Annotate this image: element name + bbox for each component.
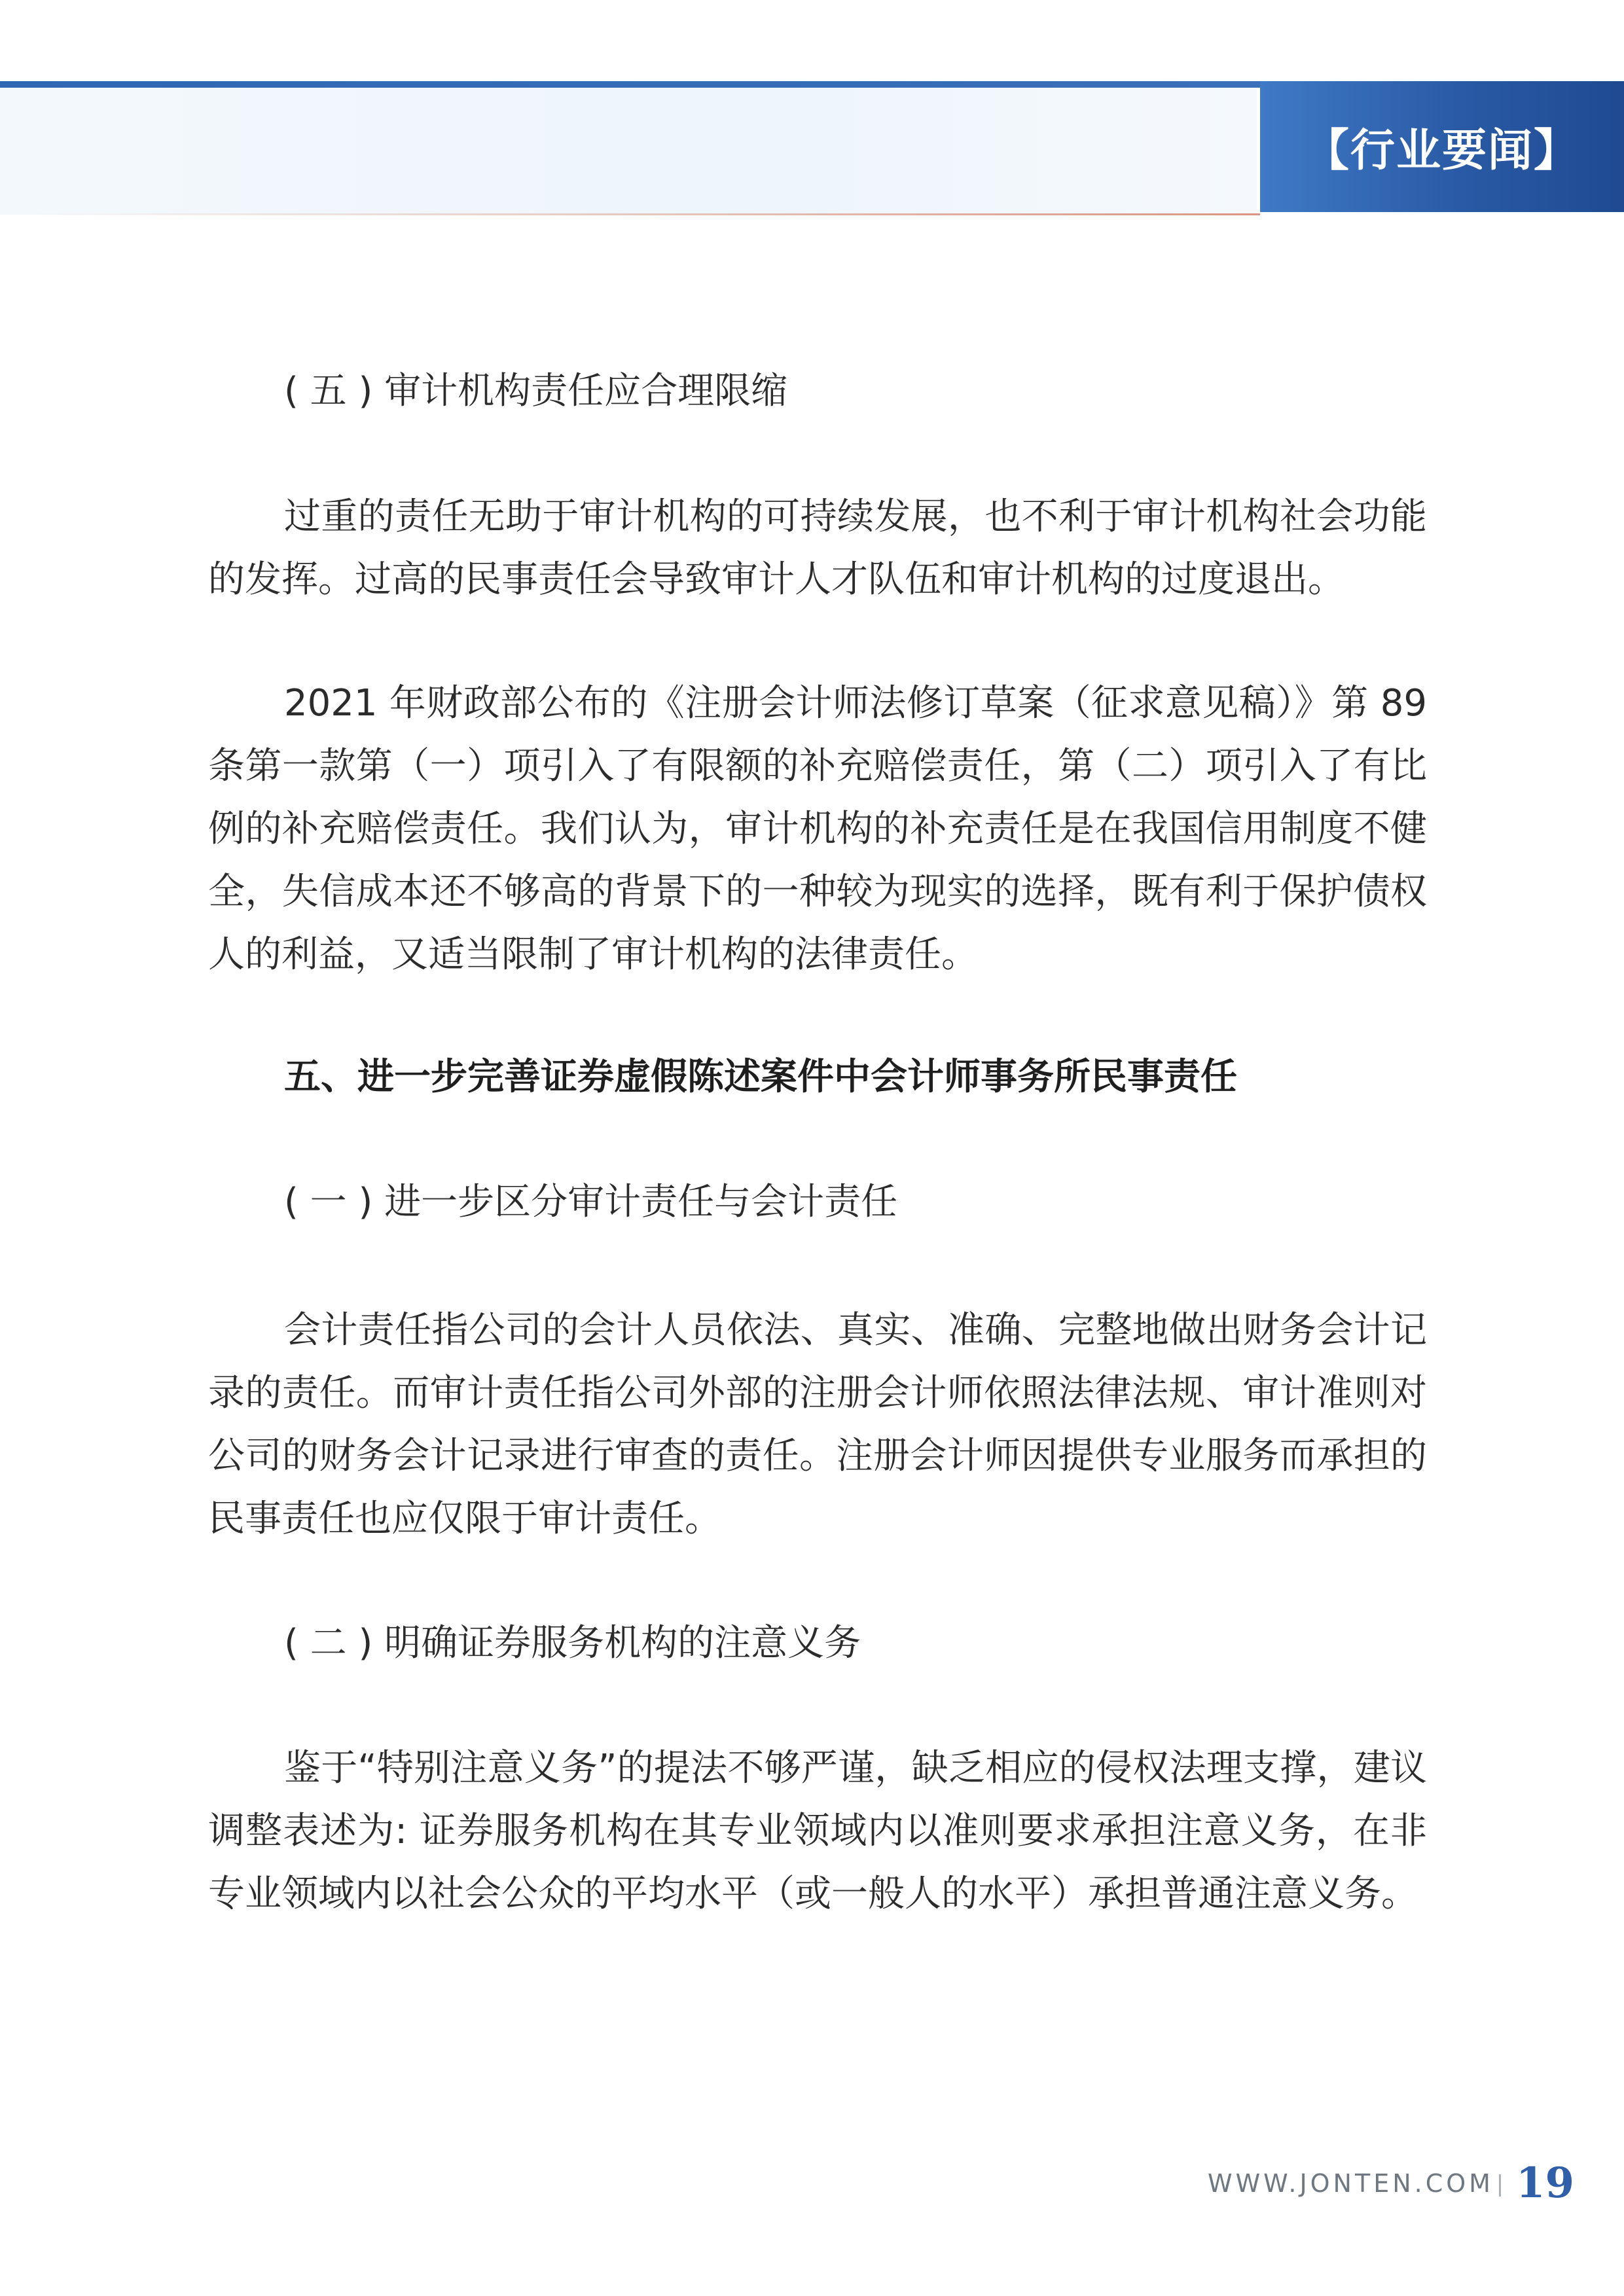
paragraph-special-duty-of-care: 鉴于“特别注意义务”的提法不够严谨，缺乏相应的侵权法理支撑，建议调整表述为: 证券服务机构在其专业领域内以准则要求承担注意义务，在非专业领域内以社会公众的平均水平（或一般人的水平）承担普通注意义务。 (208, 1747, 1427, 1915)
sub-heading-audit-liability-limit: ( 五 ) 审计机构责任应合理限缩 (284, 370, 788, 412)
paragraph-accounting-responsibility: 会计责任指公司的会计人员依法、真实、准确、完整地做出财务会计记录的责任。而审计责任指公司外部的注册会计师依照法律法规、审计准则对公司的财务会计记录进行审查的责任。注册会计师因提供专业服务而承担的民事责任也应仅限于审计责任。 (208, 1309, 1427, 1540)
sub-heading-duty-of-care: ( 二 ) 明确证券服务机构的注意义务 (284, 1622, 861, 1664)
footer-website: WWW.JONTEN.COM (1208, 2169, 1494, 2198)
section-heading-improve-liability: 五、进一步完善证券虚假陈述案件中会计师事务所民事责任 (284, 1056, 1237, 1098)
paragraph-2021-draft-law: 2021 年财政部公布的《注册会计师法修订草案（征求意见稿）》第 89 条第一款第（一）项引入了有限额的补充赔偿责任，第（二）项引入了有比例的补充赔偿责任。我们认为，审计机构的补充责任是在我国信用制度不健全，失信成本还不够高的背景下的一种较为现实的选择，既有利于保护债权人的利益，又适当限制了审计机构的法律责任。 (208, 682, 1427, 976)
header-top-rule (0, 81, 1263, 88)
header-bottom-rule (26, 213, 1260, 215)
page-number: 19 (1516, 2159, 1575, 2208)
footer-divider (1499, 2174, 1501, 2197)
section-tag: 【行业要闻】 (1260, 81, 1624, 212)
header-band (0, 88, 1257, 215)
sub-heading-audit-vs-accounting: ( 一 ) 进一步区分审计责任与会计责任 (284, 1181, 898, 1223)
paragraph-excessive-liability: 过重的责任无助于审计机构的可持续发展，也不利于审计机构社会功能的发挥。过高的民事责任会导致审计人才队伍和审计机构的过度退出。 (208, 495, 1427, 601)
